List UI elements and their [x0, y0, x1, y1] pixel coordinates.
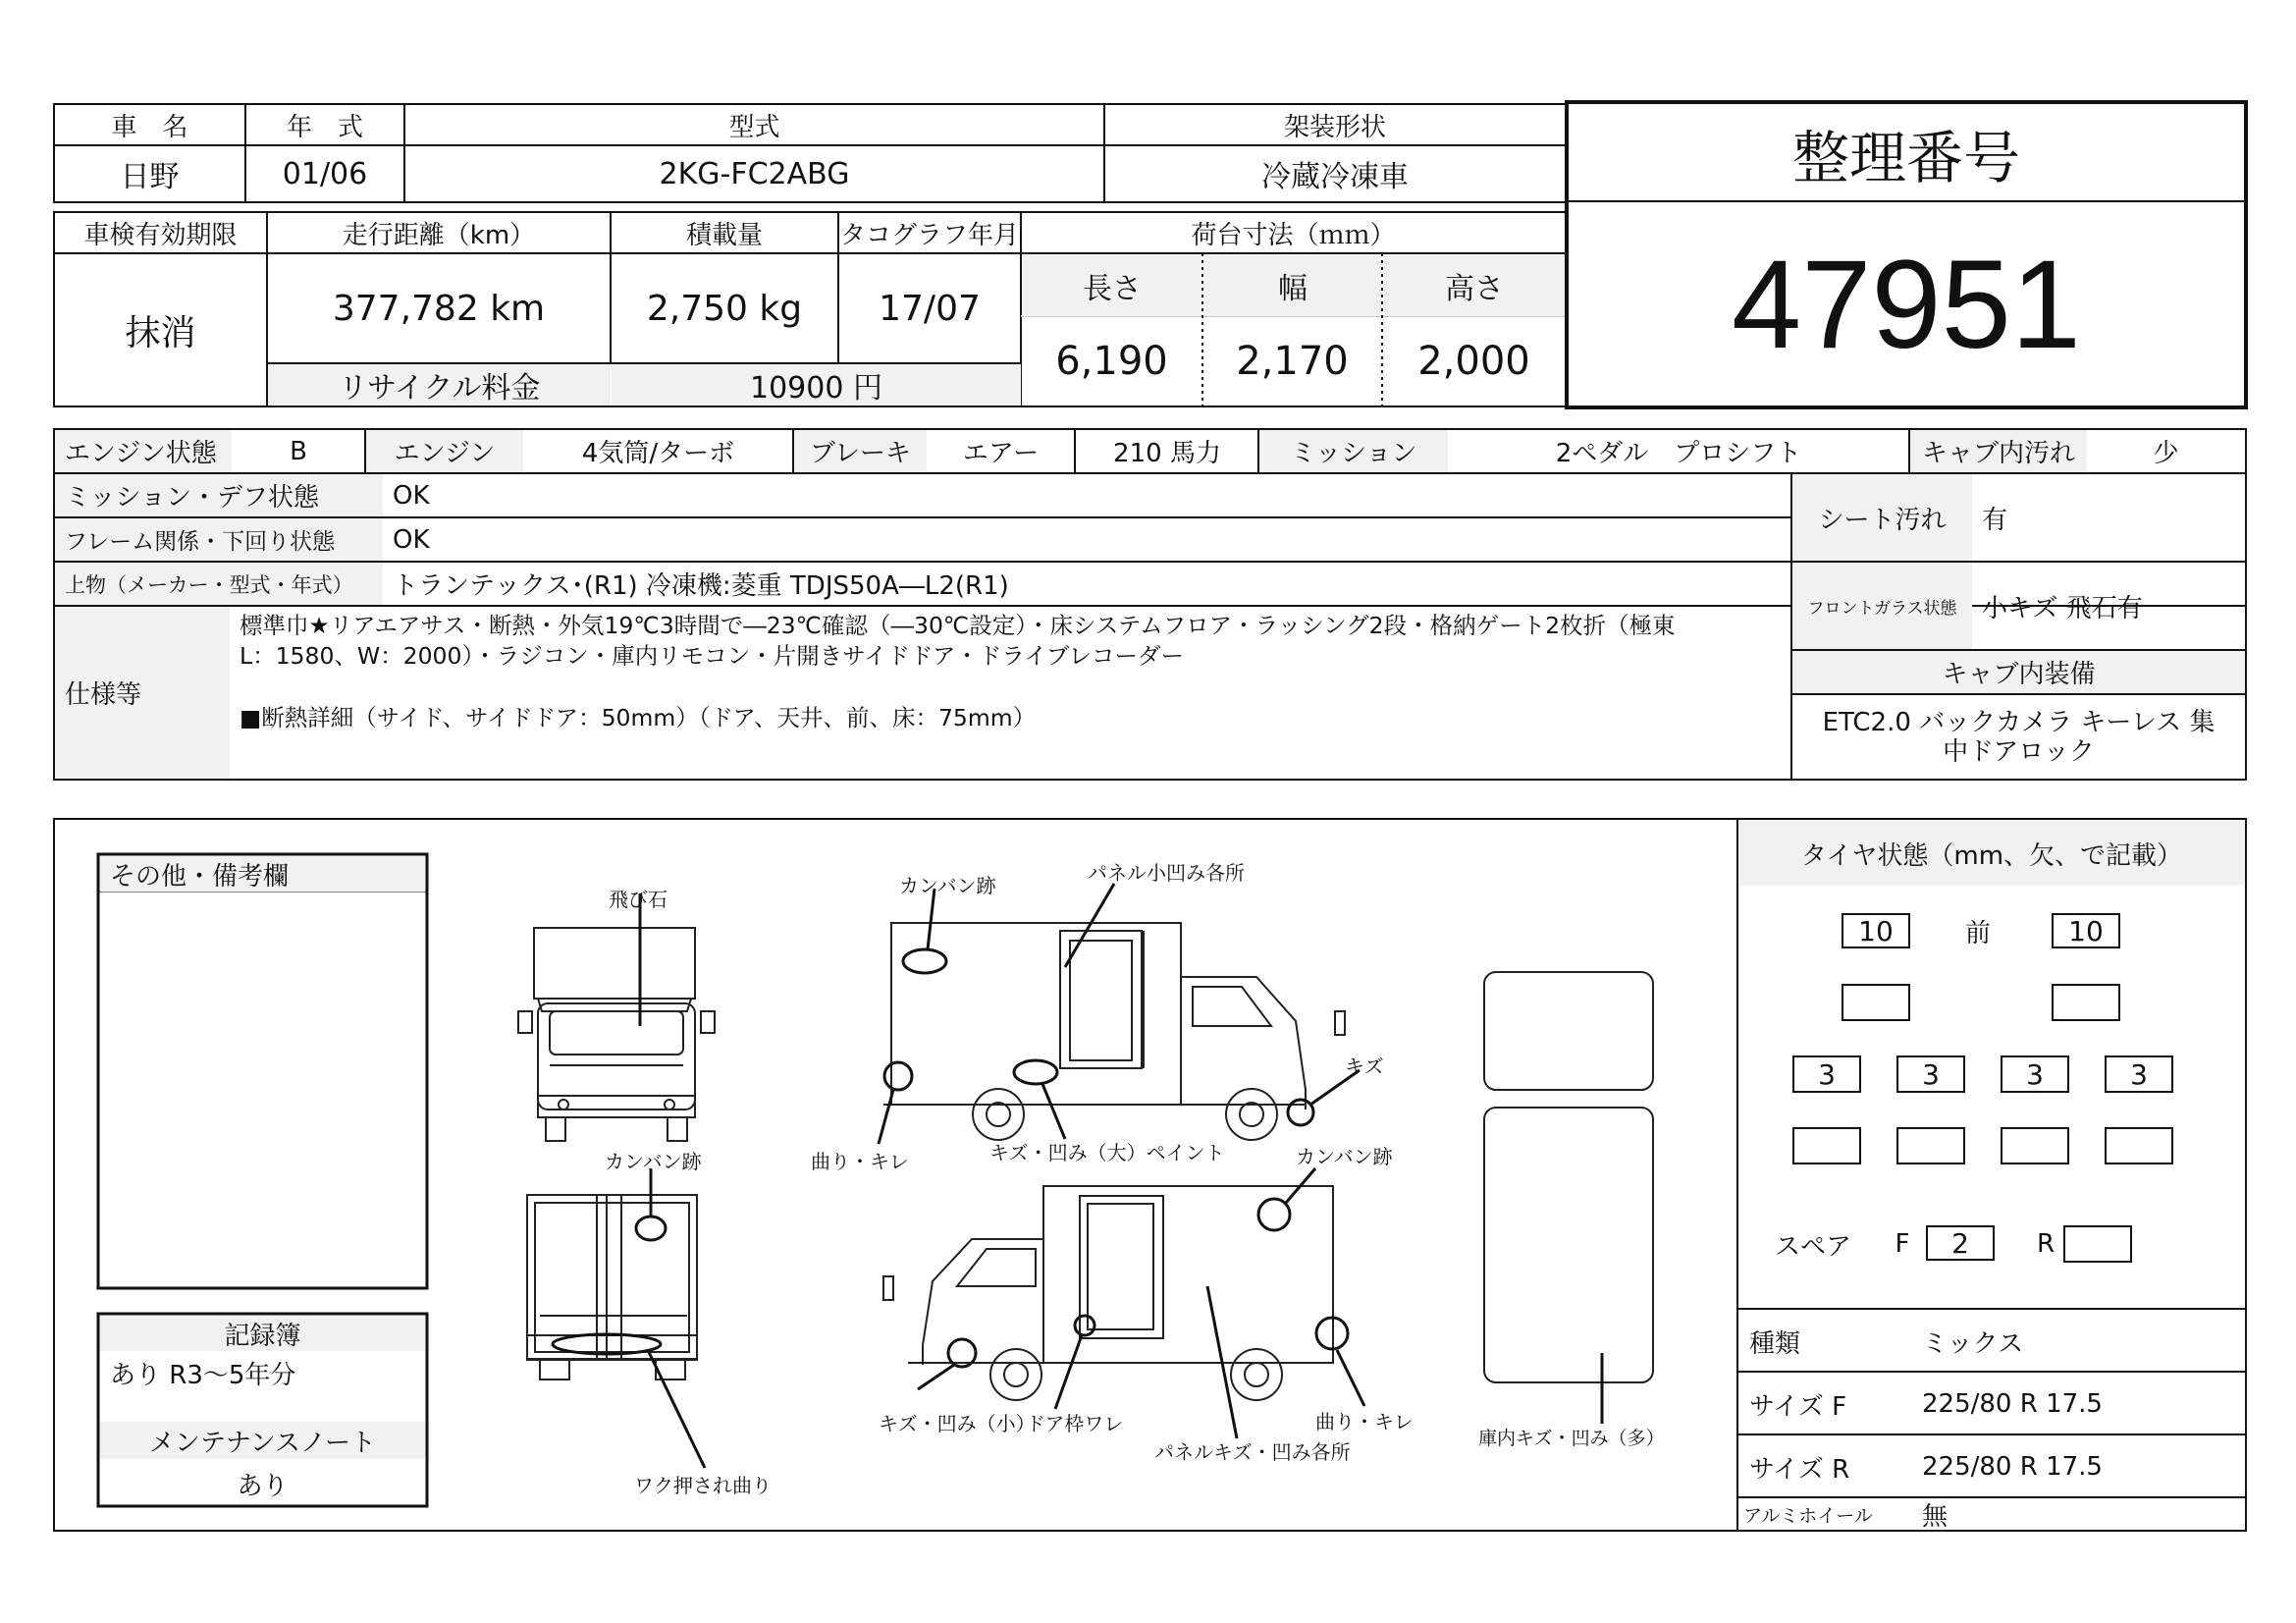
recycle-label: リサイクル料金	[268, 364, 611, 406]
size-f-value: 225/80 R 17.5	[1922, 1389, 2103, 1419]
year-label: 年 式	[286, 112, 363, 142]
seat-dirt-value: 有	[1982, 505, 2008, 535]
seat-dirt-label: シート汚れ	[1792, 474, 1972, 561]
tire-front-right-2	[2052, 984, 2120, 1021]
engine-label: エンジン	[366, 430, 523, 472]
truck-right-view	[883, 1186, 1333, 1400]
upper-label: 上物（メーカー・型式・年式）	[55, 563, 383, 605]
note-rear: カンバン跡	[605, 1150, 702, 1173]
note-right-bend: 曲り・キレ	[1315, 1410, 1414, 1434]
spec-text	[240, 611, 1786, 778]
body-type-label: 架装形状	[1283, 112, 1386, 142]
frame-value: OK	[393, 524, 430, 555]
mileage-value: 377,782 km	[332, 288, 546, 329]
windshield-value: 小キズ 飛石有	[1982, 593, 2143, 623]
tire-front-left: 10	[1842, 913, 1910, 948]
note-left-bend: 曲り・キレ	[811, 1150, 909, 1173]
maker-value: 日野	[120, 160, 180, 194]
note-left-scratch: キズ	[1345, 1055, 1384, 1078]
load-label: 積載量	[685, 220, 763, 250]
cab-equip-line-2: 中ドアロック	[1943, 736, 2095, 767]
cargo-dims-label: 荷台寸法（ｍｍ）	[1191, 220, 1396, 250]
year-value: 01/06	[282, 156, 368, 191]
engine-state-value: B	[290, 436, 307, 466]
spare-f-value: 2	[1926, 1225, 1995, 1261]
tire-rear-4: 3	[2105, 1055, 2173, 1093]
tire-rear-1: 3	[1792, 1055, 1861, 1093]
type-value: ミックス	[1922, 1328, 2024, 1359]
maker-label: 車 名	[111, 112, 188, 142]
tire-rear-3: 3	[2001, 1055, 2069, 1093]
inspection-label: 車検有効期限	[83, 220, 238, 250]
tire-rear-4b	[2105, 1127, 2173, 1164]
tire-front-right: 10	[2052, 913, 2120, 948]
mission-label: ミッション	[1259, 430, 1448, 472]
mileage-label: 走行距離（km）	[342, 220, 536, 250]
tire-rear-3b	[2001, 1127, 2069, 1164]
tachograph-value: 17/07	[879, 288, 981, 329]
type-label: 種類	[1749, 1328, 1801, 1359]
record-value: あり R3～5年分	[110, 1360, 296, 1390]
spec-label: 仕様等	[55, 607, 230, 779]
recycle-value: 10900 円	[612, 364, 1021, 406]
tire-label: タイヤ状態（mm、欠、で記載）	[1739, 821, 2244, 886]
cab-equip-value	[1792, 695, 2245, 779]
inspection-value: 抹消	[125, 312, 196, 353]
cab-dirt-label: キャブ内汚れ	[1910, 430, 2087, 472]
note-floor: 庫内キズ・凹み（多）	[1478, 1428, 1665, 1449]
model-value: 2KG-FC2ABG	[659, 156, 850, 191]
size-r-label: サイズ R	[1749, 1454, 1850, 1485]
tire-rear-2: 3	[1896, 1055, 1965, 1093]
note-right-door: ドア枠ワレ	[1026, 1412, 1124, 1435]
brake-label: ブレーキ	[794, 430, 927, 472]
mission-diff-value: OK	[393, 480, 430, 511]
brake-value: エアー	[962, 439, 1040, 468]
truck-left-view	[883, 923, 1345, 1140]
load-value: 2,750 kg	[646, 288, 803, 329]
note-rear-bottom: ワク押され曲り	[634, 1474, 772, 1497]
length-label: 長さ	[1023, 255, 1201, 316]
spare-r-label: R	[2036, 1229, 2056, 1259]
note-left-panel: パネル小凹み各所	[1088, 861, 1245, 885]
ref-label: 整理番号	[1791, 124, 2020, 191]
spec-line-1: 標準巾★リアエアサス・断熱・外気19℃3時間で―23℃確認（―30℃設定）・床システムフロア・ラッシング2段・格納ゲート2枚折（極東	[240, 612, 1676, 639]
mission-value: 2ペダル プロシフト	[1555, 439, 1802, 468]
alu-label: アルミホイール	[1743, 1505, 1873, 1527]
record-label: 記録簿	[100, 1316, 425, 1351]
note-left-kanban: カンバン跡	[899, 874, 996, 897]
truck-rear-view	[527, 1195, 697, 1380]
engine-value: 4気筒/ターボ	[581, 439, 735, 468]
frame-label: フレーム関係・下回り状態	[55, 518, 383, 561]
horsepower-value: 210 馬力	[1113, 439, 1221, 468]
note-right-panel: パネルキズ・凹み各所	[1154, 1440, 1351, 1464]
size-f-label: サイズ F	[1749, 1391, 1847, 1422]
truck-top-view	[1484, 972, 1653, 1382]
upper-value: トランテックス･(R1) 冷凍機:菱重 TDJS50A―L2(R1)	[393, 571, 1009, 601]
tire-front-label: 前	[1964, 918, 1991, 948]
tire-front-left-2	[1842, 984, 1910, 1021]
note-front: 飛び石	[609, 888, 667, 911]
engine-state-label: エンジン状態	[55, 430, 232, 472]
tachograph-label: タコグラフ年月	[839, 220, 1019, 250]
note-right-kanban: カンバン跡	[1296, 1145, 1393, 1168]
cab-equip-label: キャブ内装備	[1792, 651, 2245, 693]
height-value: 2,000	[1417, 339, 1530, 384]
cab-equip-line-1: ETC2.0 バックカメラ キーレス 集	[1822, 707, 2216, 737]
truck-front-view	[518, 928, 715, 1141]
alu-value: 無	[1922, 1502, 1949, 1532]
maint-label: メンテナンスノート	[100, 1422, 425, 1459]
width-value: 2,170	[1236, 339, 1349, 384]
height-label: 高さ	[1384, 255, 1565, 316]
spare-label: スペア	[1775, 1231, 1852, 1262]
spare-f-label: F	[1895, 1229, 1910, 1259]
tire-rear-1b	[1792, 1127, 1861, 1164]
cab-dirt-value: 少	[2153, 439, 2179, 468]
note-right-scratch: キズ・凹み（小）	[879, 1412, 1036, 1435]
damage-marks	[553, 884, 1602, 1468]
windshield-label: フロントガラス状態	[1792, 563, 1972, 649]
spare-r-value	[2063, 1225, 2132, 1263]
mission-diff-label: ミッション・デフ状態	[55, 474, 383, 516]
remarks-label: その他・備考欄	[100, 856, 425, 892]
tire-rear-2b	[1896, 1127, 1965, 1164]
note-left-dent: キズ・凹み（大）ペイント	[989, 1141, 1225, 1164]
model-label: 型式	[728, 112, 780, 142]
spec-line-3: ■断熱詳細（サイド、サイドドア：50mm）（ドア、天井、前、床：75mm）	[240, 704, 1037, 731]
ref-number: 47951	[1732, 234, 2081, 375]
body-type-value: 冷蔵冷凍車	[1261, 160, 1409, 194]
size-r-value: 225/80 R 17.5	[1922, 1452, 2103, 1482]
spec-line-2: L：1580、W：2000）・ラジコン・庫内リモコン・片開きサイドドア・ドライブレコーダー	[240, 642, 1184, 670]
maint-value: あり	[237, 1471, 289, 1501]
length-value: 6,190	[1055, 339, 1168, 384]
width-label: 幅	[1204, 255, 1381, 316]
